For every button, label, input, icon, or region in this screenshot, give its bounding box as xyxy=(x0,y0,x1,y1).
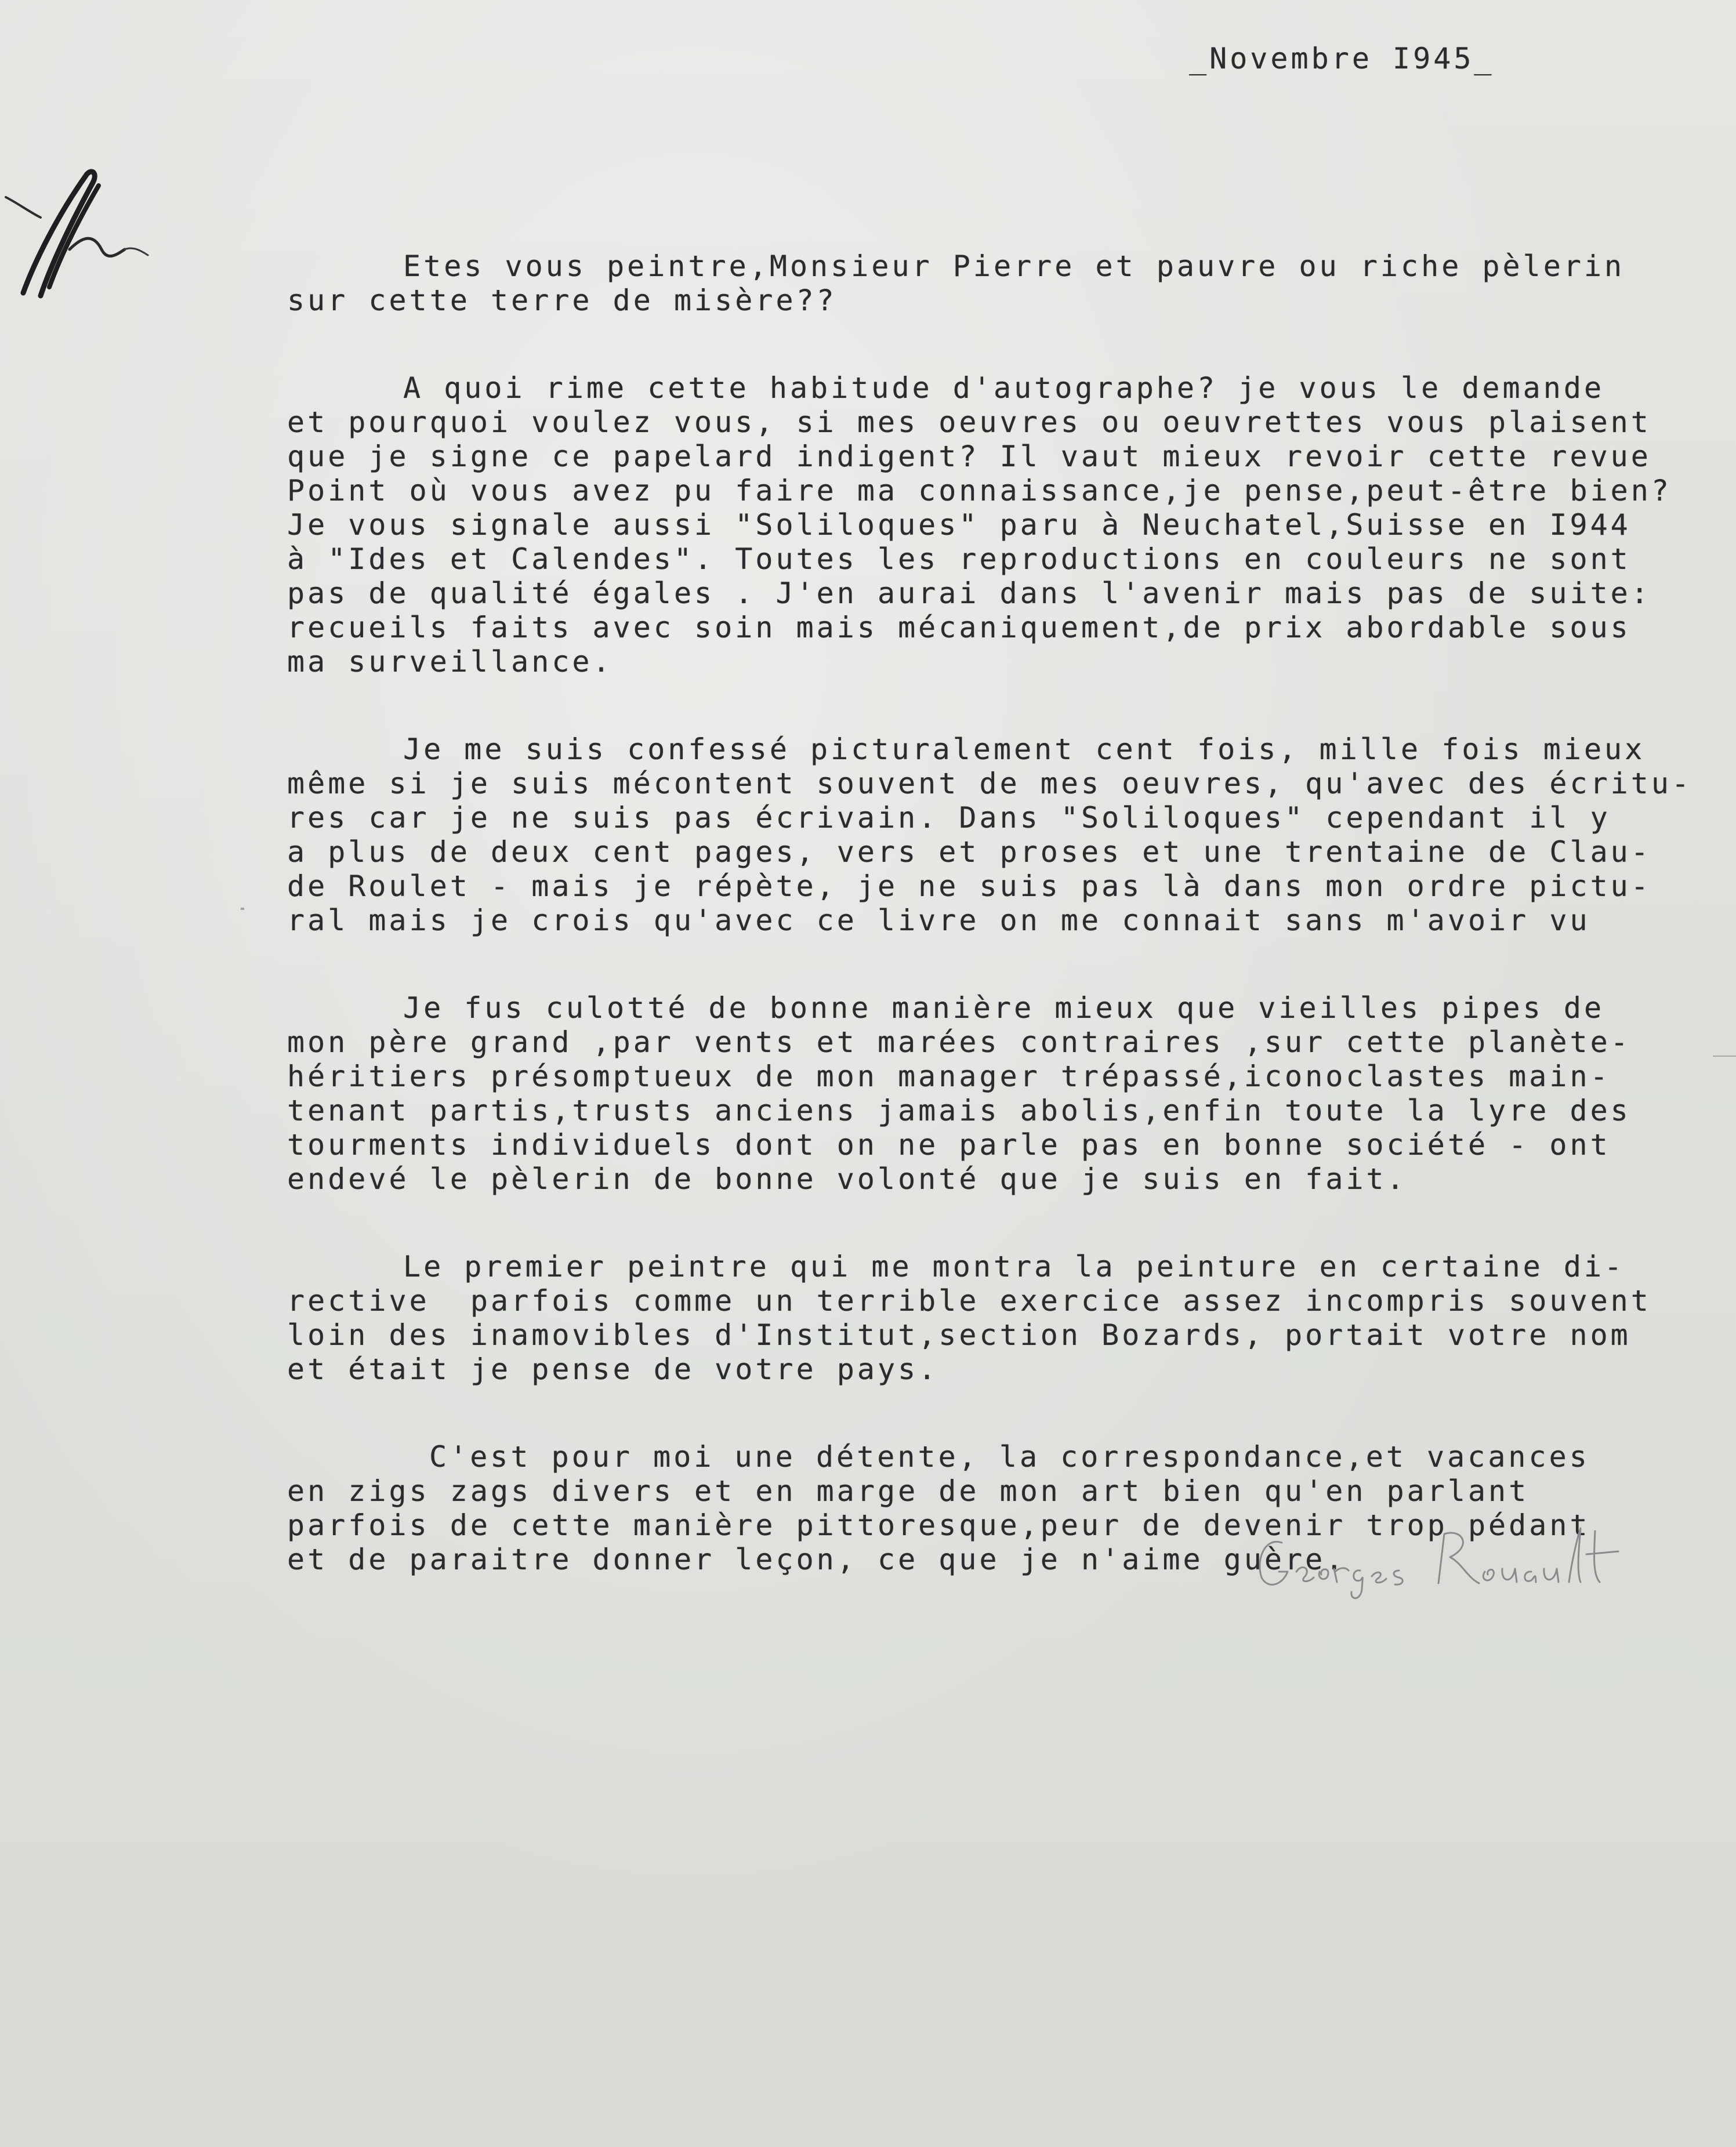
text-line: ma surveillance. xyxy=(287,645,613,679)
paragraph-2 xyxy=(287,371,1714,679)
text-line: recueils faits avec soin mais mécaniquement,de prix abordable sous xyxy=(287,611,1631,644)
text-line: Je me suis confessé picturalement cent fois, mille fois mieux xyxy=(403,732,1646,766)
text-line: Je vous signale aussi "Soliloques" paru à Neuchatel,Suisse en I944 xyxy=(287,508,1631,542)
text-line: endevé le pèlerin de bonne volonté que je suis en fait. xyxy=(287,1162,1407,1196)
paper-speck xyxy=(241,908,244,910)
text-line: parfois de cette manière pittoresque,peur de devenir trop pédant xyxy=(287,1508,1590,1542)
text-line: res car je ne suis pas écrivain. Dans "Soliloques" cependant il y xyxy=(287,801,1611,835)
text-line: Le premier peintre qui me montra la peinture en certaine di- xyxy=(403,1250,1625,1283)
text-line: même si je suis mécontent souvent de mes oeuvres, qu'avec des écritu- xyxy=(287,767,1692,800)
text-line: héritiers présomptueux de mon manager trépassé,iconoclastes main- xyxy=(287,1060,1611,1093)
text-line: de Roulet - mais je répète, je ne suis pas là dans mon ordre pictu- xyxy=(287,869,1651,903)
paragraph-4 xyxy=(287,991,1714,1196)
text-line: Etes vous peintre,Monsieur Pierre et pauvre ou riche pèlerin xyxy=(403,249,1625,283)
text-line: que je signe ce papelard indigent? Il vaut mieux revoir cette revue xyxy=(287,440,1651,473)
text-line: à "Ides et Calendes". Toutes les reproductions en couleurs ne sont xyxy=(287,542,1631,576)
text-line: pas de qualité égales . J'en aurai dans l'avenir mais pas de suite: xyxy=(287,576,1651,610)
text-line: et était je pense de votre pays. xyxy=(287,1352,939,1386)
text-line: Je fus culotté de bonne manière mieux que vieilles pipes de xyxy=(403,991,1605,1025)
letter-body xyxy=(287,249,1714,1577)
text-line: a plus de deux cent pages, vers et proses et une trentaine de Clau- xyxy=(287,835,1651,869)
text-line: et de paraitre donner leçon, ce que je n'aime guère. xyxy=(287,1543,1346,1576)
paragraph-3 xyxy=(287,732,1714,938)
text-line: tenant partis,trusts anciens jamais abolis,enfin toute la lyre des xyxy=(287,1094,1631,1127)
text-line: A quoi rime cette habitude d'autographe? je vous le demande xyxy=(403,371,1605,405)
text-line: mon père grand ,par vents et marées contraires ,sur cette planète- xyxy=(287,1025,1631,1059)
text-line: ral mais je crois qu'avec ce livre on me connait sans m'avoir vu xyxy=(287,904,1590,937)
handwritten-paraph-mark xyxy=(0,162,162,313)
text-line: rective parfois comme un terrible exercice assez incompris souvent xyxy=(287,1284,1651,1318)
paper-fold-mark xyxy=(1713,1056,1736,1057)
text-line: Point où vous avez pu faire ma connaissance,je pense,peut-être bien? xyxy=(287,474,1672,507)
paragraph-1 xyxy=(287,249,1714,318)
handwritten-signature xyxy=(1247,1514,1665,1606)
text-line: en zigs zags divers et en marge de mon art bien qu'en parlant xyxy=(287,1474,1530,1508)
text-line: loin des inamovibles d'Institut,section Bozards, portait votre nom xyxy=(287,1318,1631,1352)
text-line: sur cette terre de misère?? xyxy=(287,284,837,317)
text-line: et pourquoi voulez vous, si mes oeuvres ou oeuvrettes vous plaisent xyxy=(287,405,1651,439)
text-line: C'est pour moi une détente, la correspondance,et vacances xyxy=(429,1440,1590,1474)
letter-date: _Novembre I945_ xyxy=(1189,42,1495,75)
paragraph-5 xyxy=(287,1250,1714,1387)
text-line: tourments individuels dont on ne parle pas en bonne société - ont xyxy=(287,1128,1611,1162)
